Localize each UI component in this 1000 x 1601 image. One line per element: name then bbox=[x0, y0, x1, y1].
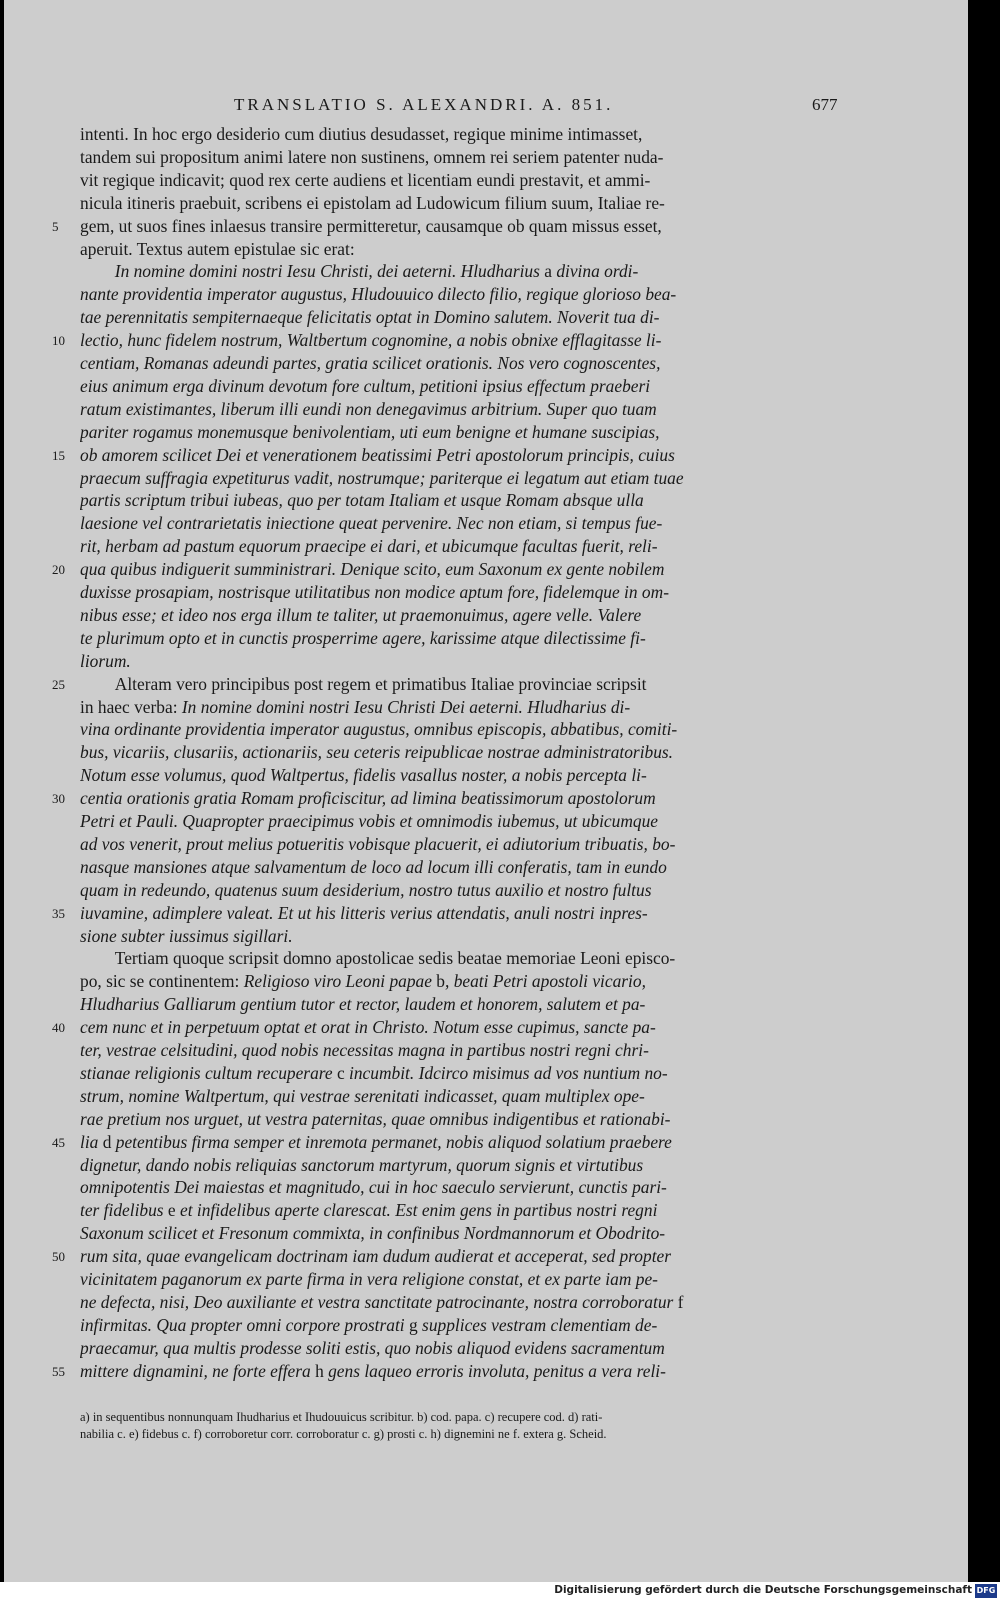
roman-segment: aperuit. Textus autem epistulae sic erat: bbox=[80, 238, 355, 259]
text-line bbox=[80, 512, 846, 535]
italic-segment: , beati Petri apostoli vicario, bbox=[445, 971, 646, 992]
italic-segment: sione subter iussimus sigillari. bbox=[80, 925, 293, 946]
italic-segment: centiam, Romanas adeundi partes, gratia scilicet orationis. Nos vero cognoscentes, bbox=[80, 353, 661, 373]
text-line bbox=[80, 650, 846, 673]
italic-segment: omnipotentis Dei maiestas et magnitudo, cui in hoc saeculo servierunt, cunctis pari- bbox=[80, 1177, 667, 1198]
italic-segment: et infidelibus aperte clarescat. Est enim gens in partibus nostri regni bbox=[175, 1200, 658, 1221]
text-line bbox=[80, 1360, 846, 1383]
italic-segment: ratum existimantes, liberum illi eundi non denegavimus arbitrium. Super quo tuam bbox=[80, 398, 657, 419]
italic-segment: Notum esse volumus, quod Waltpertus, fidelis vasallus noster, a nobis percepta li- bbox=[80, 765, 647, 786]
italic-segment: lia bbox=[80, 1131, 103, 1152]
line-number: 10 bbox=[52, 333, 65, 349]
italic-segment: pariter rogamus monemusque benivolentiam, uti eum benigne et humane suscipias, bbox=[80, 421, 660, 442]
italic-segment: divina ordi- bbox=[551, 261, 639, 282]
text-line bbox=[80, 947, 846, 970]
text-line bbox=[80, 260, 846, 283]
italic-segment: tae perennitatis sempiternaeque felicitatis optat in Domino salutem. Noverit tua di- bbox=[80, 307, 660, 328]
roman-segment: Alteram vero principibus post regem et primatibus Italiae provinciae scripsit bbox=[80, 673, 647, 694]
italic-segment: nibus esse; et ideo nos erga illum te taliter, ut praemonuimus, agere velle. Valere bbox=[80, 604, 642, 625]
roman-segment: e bbox=[167, 1200, 176, 1221]
italic-segment: In nomine domini nostri Iesu Christi, dei aeterni. Hludharius bbox=[80, 261, 545, 282]
line-number: 15 bbox=[52, 447, 65, 463]
text-line bbox=[80, 467, 846, 490]
roman-segment: c bbox=[336, 1062, 345, 1083]
text-line bbox=[80, 764, 846, 787]
italic-segment: stianae religionis cultum recuperare bbox=[80, 1062, 337, 1083]
text-line bbox=[80, 1245, 846, 1268]
credit-bar bbox=[0, 1582, 1000, 1601]
roman-segment: intenti. In hoc ergo desiderio cum diutius desudasset, regique minime intimasset, bbox=[80, 124, 643, 144]
roman-segment: b bbox=[436, 971, 445, 992]
italic-segment: Hludharius Galliarum gentium tutor et rector, laudem et honorem, salutem et pa- bbox=[80, 994, 646, 1015]
line-number: 35 bbox=[52, 905, 65, 921]
text-line bbox=[80, 1154, 846, 1177]
line-number: 30 bbox=[52, 791, 65, 807]
text-line bbox=[80, 993, 846, 1016]
italic-segment: Petri et Pauli. Quapropter praecipimus vobis et omnimodis iubemus, ut ubicumque bbox=[80, 811, 659, 831]
text-line bbox=[80, 1222, 846, 1245]
text-line bbox=[80, 810, 846, 833]
text-line bbox=[80, 833, 846, 856]
text-line bbox=[80, 604, 846, 627]
italic-segment: laesione vel contrarietatis iniectione queat pervenire. Nec non etiam, si tempus fue- bbox=[80, 513, 663, 534]
italic-segment: rum sita, quae evangelicam doctrinam iam dudum audierat et acceperat, sed propter bbox=[80, 1246, 672, 1267]
roman-segment: in haec verba: bbox=[80, 696, 182, 717]
italic-segment: qua quibus indiguerit sumministrari. Denique scito, eum Saxonum ex gente nobilem bbox=[80, 559, 665, 580]
italic-segment: ob amorem scilicet Dei et venerationem beatissimi Petri apostolorum principis, cuius bbox=[80, 444, 675, 465]
italic-segment: partis scriptum tribui iubeas, quo per totam Italiam et usque Romam absque ulla bbox=[80, 490, 644, 511]
text-line bbox=[80, 398, 846, 421]
italic-segment: nante providentia imperator augustus, Hludouuico dilecto filio, regique glorioso bea- bbox=[80, 284, 677, 305]
roman-segment: gem, ut suos fines inlaesus transire permitteretur, causamque ob quam missus esset, bbox=[80, 215, 662, 236]
roman-segment: a bbox=[544, 261, 552, 282]
text-line bbox=[80, 489, 846, 512]
italic-segment: supplices vestram clementiam de- bbox=[417, 1314, 658, 1335]
text-line bbox=[80, 1062, 846, 1085]
italic-segment: rae pretium nos urguet, ut vestra paternitas, quae omnibus indigentibus et rationabi- bbox=[80, 1108, 671, 1129]
italic-segment: eius animum erga divinum devotum fore cultum, petitioni ipsius effectum praeberi bbox=[80, 375, 651, 396]
text-line bbox=[80, 1314, 846, 1337]
italic-segment: te plurimum opto et in cunctis prosperrime agere, karissime atque dilectissime fi- bbox=[80, 627, 646, 648]
italic-segment: petentibus firma semper et inremota permanet, nobis aliquod solatium praebere bbox=[111, 1131, 672, 1152]
text-line bbox=[80, 375, 846, 398]
italic-segment: vicinitatem paganorum ex parte firma in vera religione constat, et ex parte iam pe- bbox=[80, 1269, 658, 1289]
text-line bbox=[80, 283, 846, 306]
italic-segment: strum, nomine Waltpertum, qui vestrae serenitati indicasset, quam multiplex ope- bbox=[80, 1085, 645, 1106]
italic-segment: quam in redeundo, quatenus suum desiderium, nostro tutus auxilio et nostro fultus bbox=[80, 879, 652, 900]
text-line bbox=[80, 1016, 846, 1039]
text-line bbox=[80, 1039, 846, 1062]
italic-segment: ter fidelibus bbox=[80, 1200, 168, 1221]
italic-segment: In nomine domini nostri Iesu Christi Dei aeterni. Hludharius di- bbox=[181, 696, 631, 717]
roman-segment: f bbox=[677, 1291, 684, 1312]
text-line bbox=[80, 970, 846, 993]
text-line bbox=[80, 329, 846, 352]
italic-segment: duxisse prosapiam, nostrisque utilitatibus non modice aptum fore, fidelemque in om- bbox=[80, 582, 669, 602]
text-line bbox=[80, 558, 846, 581]
text-line bbox=[80, 627, 846, 650]
italic-segment: praecum suffragia expetiturus vadit, nostrumque; pariterque ei legatum aut etiam tuae bbox=[80, 467, 684, 488]
italic-segment: mittere dignamini, ne forte effera bbox=[80, 1360, 316, 1381]
text-line bbox=[80, 1085, 846, 1108]
text-line bbox=[80, 169, 846, 192]
roman-segment: po, sic se continentem: bbox=[80, 971, 244, 992]
running-title: TRANSLATIO S. ALEXANDRI. A. 851. bbox=[234, 95, 614, 114]
roman-segment: d bbox=[102, 1131, 112, 1152]
italic-segment: incumbit. Idcirco misimus ad vos nuntium no- bbox=[344, 1062, 668, 1083]
text-line bbox=[80, 1176, 846, 1199]
line-number: 50 bbox=[52, 1249, 65, 1265]
scanned-page bbox=[4, 0, 968, 1582]
text-line bbox=[80, 306, 846, 329]
roman-segment: tandem sui propositum animi latere non sustinens, omnem rei seriem patenter nuda- bbox=[80, 146, 664, 167]
roman-segment: vit regique indicavit; quod rex certe audiens et licentiam eundi prestavit, et ammi- bbox=[80, 169, 651, 190]
line-number: 40 bbox=[52, 1020, 65, 1036]
italic-segment: centia orationis gratia Romam proficiscitur, ad limina beatissimorum apostolorum bbox=[80, 788, 656, 809]
text-line bbox=[80, 1268, 846, 1291]
italic-segment: bus, vicariis, clusariis, actionariis, seu ceteris reipublicae nostrae administratoribus. bbox=[80, 742, 674, 763]
italic-segment: Religioso viro Leoni papae bbox=[243, 971, 437, 992]
text-line bbox=[80, 1291, 846, 1314]
page-number: 677 bbox=[812, 95, 838, 114]
italic-segment: Saxonum scilicet et Fresonum commixta, in confinibus Nordmannorum et Obodrito- bbox=[80, 1223, 666, 1244]
text-line bbox=[80, 856, 846, 879]
text-line bbox=[80, 146, 846, 169]
text-line bbox=[80, 1199, 846, 1222]
text-line bbox=[80, 696, 846, 719]
italic-segment: praecamur, qua multis prodesse soliti estis, quo nobis aliquod evidens sacramentum bbox=[80, 1337, 665, 1358]
line-number: 55 bbox=[52, 1363, 65, 1379]
line-number: 5 bbox=[52, 218, 59, 234]
roman-segment: nicula itineris praebuit, scribens ei epistolam ad Ludowicum filium suum, Italiae re- bbox=[80, 192, 665, 213]
italic-segment: rit, herbam ad pastum equorum praecipe ei dari, et ubicumque facultas fuerit, reli- bbox=[80, 536, 658, 557]
text-line bbox=[80, 1108, 846, 1131]
italic-segment: iuvamine, adimplere valeat. Et ut his litteris verius attendatis, anuli nostri inpres- bbox=[80, 902, 648, 923]
line-number: 25 bbox=[52, 676, 65, 692]
text-line bbox=[80, 535, 846, 558]
roman-segment: g bbox=[409, 1314, 418, 1335]
text-line bbox=[80, 215, 846, 238]
footnote-line: a) in sequentibus nonnunquam Ihudharius et Ihudouuicus scribitur. b) cod. papa. c) recupere cod. d) rati- bbox=[80, 1410, 603, 1424]
line-number: 45 bbox=[52, 1134, 65, 1150]
text-line bbox=[80, 718, 846, 741]
text-line bbox=[80, 925, 846, 948]
text-line bbox=[80, 581, 846, 604]
italic-segment: lectio, hunc fidelem nostrum, Waltbertum cognomine, a nobis obnixe efflagitasse li- bbox=[80, 330, 662, 351]
italic-segment: gens laqueo erroris involuta, penitus a vera reli- bbox=[323, 1360, 666, 1381]
italic-segment: cem nunc et in perpetuum optat et orat in Christo. Notum esse cupimus, sancte pa- bbox=[80, 1017, 656, 1038]
roman-segment: Tertiam quoque scripsit domno apostolicae sedis beatae memoriae Leoni episco- bbox=[80, 948, 676, 969]
text-line bbox=[80, 879, 846, 902]
text-line bbox=[80, 902, 846, 925]
dfg-logo: DFG bbox=[975, 1584, 997, 1598]
footnote-line: nabilia c. e) fidebus c. f) corroboretur corr. corroboratur c. g) prosti c. h) dignemini ne f. extera g. Scheid. bbox=[80, 1427, 607, 1441]
funding-credit: Digitalisierung gefördert durch die Deutsche Forschungsgemeinschaft bbox=[554, 1584, 972, 1596]
italic-segment: vina ordinante providentia imperator augustus, omnibus episcopis, abbatibus, comiti- bbox=[80, 719, 678, 740]
roman-segment: h bbox=[315, 1360, 324, 1381]
text-line bbox=[80, 352, 846, 375]
text-line bbox=[80, 238, 846, 261]
italic-segment: nasque mansiones atque salvamentum de loco ad locum illi conferatis, tam in eundo bbox=[80, 856, 667, 877]
italic-segment: infirmitas. Qua propter omni corpore prostrati bbox=[80, 1314, 409, 1335]
text-line bbox=[80, 1131, 846, 1154]
text-line bbox=[80, 192, 846, 215]
text-line bbox=[80, 421, 846, 444]
text-line bbox=[80, 787, 846, 810]
italic-segment: ter, vestrae celsitudini, quod nobis necessitas magna in partibus nostri regni chri- bbox=[80, 1040, 649, 1060]
text-line bbox=[80, 741, 846, 764]
text-line bbox=[80, 123, 846, 146]
italic-segment: ad vos venerit, prout melius potueritis vobisque placuerit, ei adiutorium tribuatis, bo- bbox=[80, 833, 676, 854]
italic-segment: liorum. bbox=[80, 650, 131, 671]
line-number: 20 bbox=[52, 562, 65, 578]
text-line bbox=[80, 1337, 846, 1360]
text-line bbox=[80, 444, 846, 467]
text-line bbox=[80, 673, 846, 696]
italic-segment: dignetur, dando nobis reliquias sanctorum martyrum, quorum signis et virtutibus bbox=[80, 1154, 644, 1175]
italic-segment: ne defecta, nisi, Deo auxiliante et vestra sanctitate patrocinante, nostra corroboratur bbox=[80, 1291, 678, 1312]
